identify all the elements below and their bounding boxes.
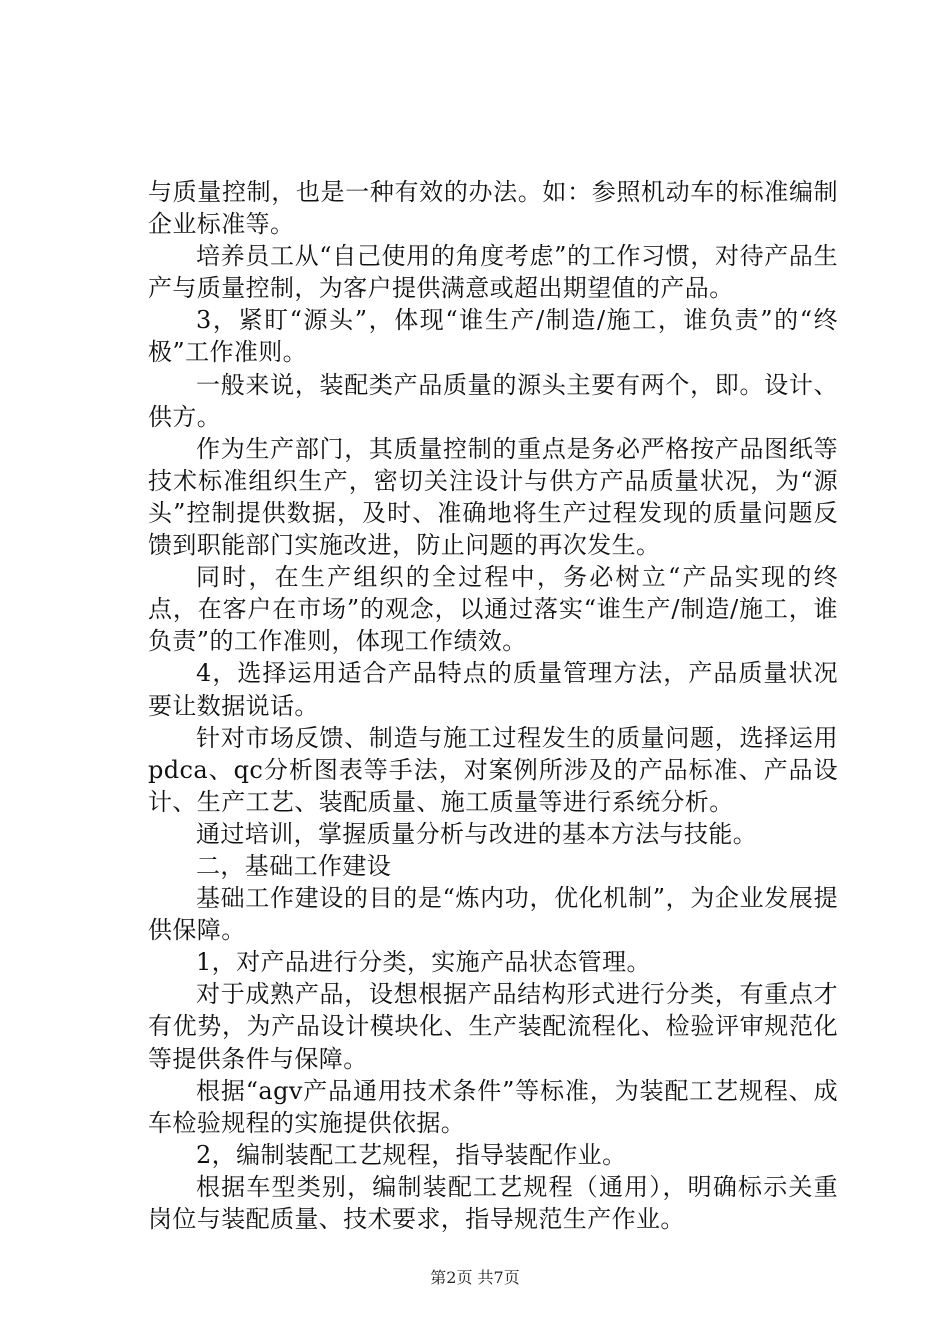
paragraph-15: 2，编制装配工艺规程，指导装配作业。	[196, 1140, 627, 1169]
paragraph-12: 1，对产品进行分类，实施产品状态管理。	[196, 948, 651, 977]
paragraph-14: 根据“agv产品通用技术条件”等标准，为装配工艺规程、成车检验规程的实施提供依据。	[148, 1076, 838, 1137]
paragraph-7: 4，选择运用适合产品特点的质量管理方法，产品质量状况要让数据说话。	[148, 659, 838, 720]
paragraph-3: 3，紧盯“源头”，体现“谁生产/制造/施工，谁负责”的“终极”工作准则。	[148, 306, 838, 367]
paragraph-8: 针对市场反馈、制造与施工过程发生的质量问题，选择运用pdca、qc分析图表等手法，对案例所涉及的产品标准、产品设计、生产工艺、装配质量、施工质量等进行系统分析。	[148, 723, 838, 816]
paragraph-9: 通过培训，掌握质量分析与改进的基本方法与技能。	[196, 819, 758, 848]
document-body	[148, 176, 838, 1235]
paragraph-1: 与质量控制，也是一种有效的办法。如：参照机动车的标准编制企业标准等。	[148, 178, 838, 239]
paragraph-5: 作为生产部门，其质量控制的重点是务必严格按产品图纸等技术标准组织生产，密切关注设计与供方产品质量状况，为“源头”控制提供数据，及时、准确地将生产过程发现的质量问题反馈到职能部门实施改进，防止问题的再次发生。	[148, 434, 838, 560]
paragraph-4: 一般来说，装配类产品质量的源头主要有两个，即。设计、供方。	[148, 370, 838, 431]
page-footer: 第2页 共7页	[430, 1268, 520, 1287]
section-heading: 二，基础工作建设	[196, 851, 392, 880]
paragraph-13: 对于成熟产品，设想根据产品结构形式进行分类，有重点才有优势，为产品设计模块化、生产装配流程化、检验评审规范化等提供条件与保障。	[148, 980, 838, 1073]
paragraph-2: 培养员工从“自己使用的角度考虑”的工作习惯，对待产品生产与质量控制，为客户提供满意或超出期望值的产品。	[148, 242, 838, 303]
paragraph-11: 基础工作建设的目的是“炼内功，优化机制”，为企业发展提供保障。	[148, 884, 838, 945]
paragraph-6: 同时，在生产组织的全过程中，务必树立“产品实现的终点，在客户在市场”的观念，以通过落实“谁生产/制造/施工，谁负责”的工作准则，体现工作绩效。	[148, 563, 838, 656]
paragraph-16: 根据车型类别，编制装配工艺规程（通用），明确标示关重岗位与装配质量、技术要求，指导规范生产作业。	[148, 1172, 838, 1233]
